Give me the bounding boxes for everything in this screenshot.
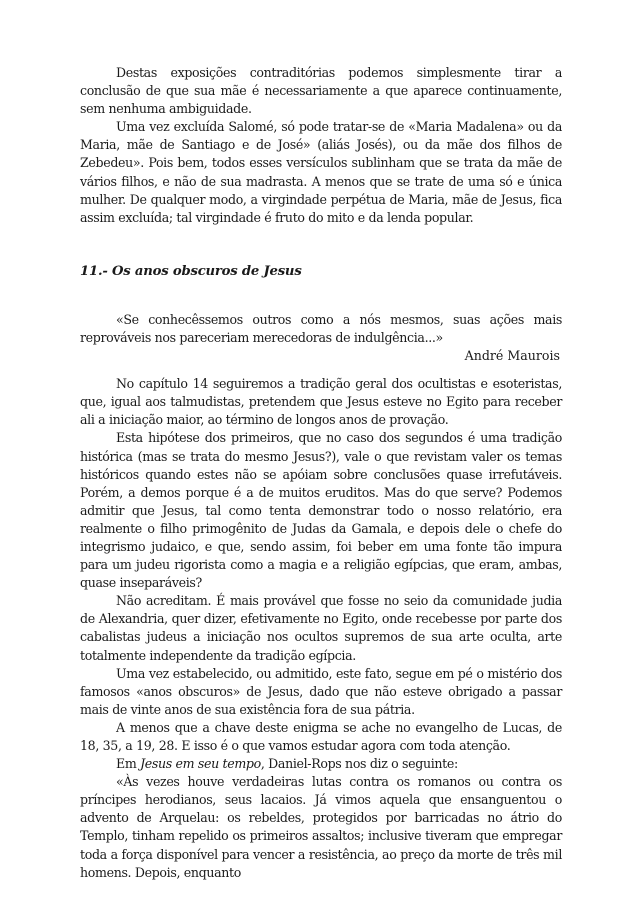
- section-heading: 11.- Os anos obscuros de Jesus: [80, 263, 302, 279]
- paragraph-luke: A menos que a chave deste enigma se ache no evangelho de Lucas, de 18, 35, a 19, 28. E isso é o que vamos estudar agora com toda atenção.: [80, 719, 562, 753]
- paragraph-quote-romans: «Às vezes houve verdadeiras lutas contra os romanos ou contra os príncipes herodianos, seus lacaios. Já vimos aquela que ensanguentou o advento de Arquelau: os rebeldes, protegidos por barricadas no átrio do Templo, tinham repelido os primeiros assaltos; inclusive tiveram que empregar toda a força disponível para vencer a resistência, ao preço da morte de três mil homens. Depois, enquanto: [80, 774, 562, 880]
- paragraph-alexandria: Não acreditam. É mais provável que fosse no seio da comunidade judia de Alexandria, quer dizer, efetivamente no Egito, onde recebesse por parte dos cabalistas judeus a iniciação nos ocultos supremos de sua arte oculta, arte totalmente independente da tradição egípcia.: [80, 593, 562, 663]
- paragraph-daniel-rops: [80, 755, 562, 773]
- epigraph-author: André Maurois: [464, 348, 560, 364]
- spacer: [80, 365, 562, 375]
- epigraph-quote: «Se conhecêssemos outros como a nós mesmos, suas ações mais reprováveis nos pareceriam merecedoras de indulgência...»: [80, 311, 562, 345]
- book-title: Jesus em seu tempo: [140, 756, 261, 772]
- paragraph-chapter14: No capítulo 14 seguiremos a tradição geral dos ocultistas e esoteristas, que, igual aos talmudistas, pretendem que Jesus esteve no Egito para receber ali a iniciação maior, ao término de longos anos de provação.: [80, 376, 562, 428]
- para8-prefix: Em: [116, 756, 141, 772]
- paragraph-obscure-years: Uma vez estabelecido, ou admitido, este fato, segue em pé o mistério dos famosos «anos obscuros» de Jesus, dado que não esteve obrigado a passar mais de vinte anos de sua existência fora de sua pátria.: [80, 665, 562, 717]
- spacer: [80, 281, 562, 311]
- para8-suffix: , Daniel-Rops nos diz o seguinte:: [260, 756, 458, 772]
- spacer: [80, 227, 562, 263]
- document-page: [80, 64, 562, 882]
- paragraph-conclusion: Destas exposições contraditórias podemos simplesmente tirar a conclusão de que sua mãe é necessariamente a que aparece continuamente, sem nenhuma ambiguidade.: [80, 65, 562, 117]
- paragraph-salome: Uma vez excluída Salomé, só pode tratar-se de «Maria Madalena» ou da Maria, mãe de Santiago e de José» (aliás Josés), ou da mãe dos filhos de Zebedeu». Pois bem, todos esses versículos sublinham que se trata da mãe de vários filhos, e não de sua madrasta. A menos que se trate de uma só e única mulher. De qualquer modo, a virgindade perpétua de Maria, mãe de Jesus, fica assim excluída; tal virgindade é fruto do mito e da lenda popular.: [80, 119, 562, 225]
- paragraph-hypothesis: Esta hipótese dos primeiros, que no caso dos segundos é uma tradição histórica (mas se trata do mesmo Jesus?), vale o que revistam valer os temas históricos quando estes não se apóiam sobre conclusões quase irrefutáveis. Porém, a demos porque é a de muitos eruditos. Mas do que serve? Podemos admitir que Jesus, tal como tenta demonstrar todo o nosso relatório, era realmente o filho primogênito de Judas da Gamala, e depois dele o chefe do integrismo judaico, e que, sendo assim, foi beber em uma fonte tão impura para um judeu rigorista como a magia e a religião egípcias, que eram, ambas, quase inseparáveis?: [80, 430, 562, 591]
